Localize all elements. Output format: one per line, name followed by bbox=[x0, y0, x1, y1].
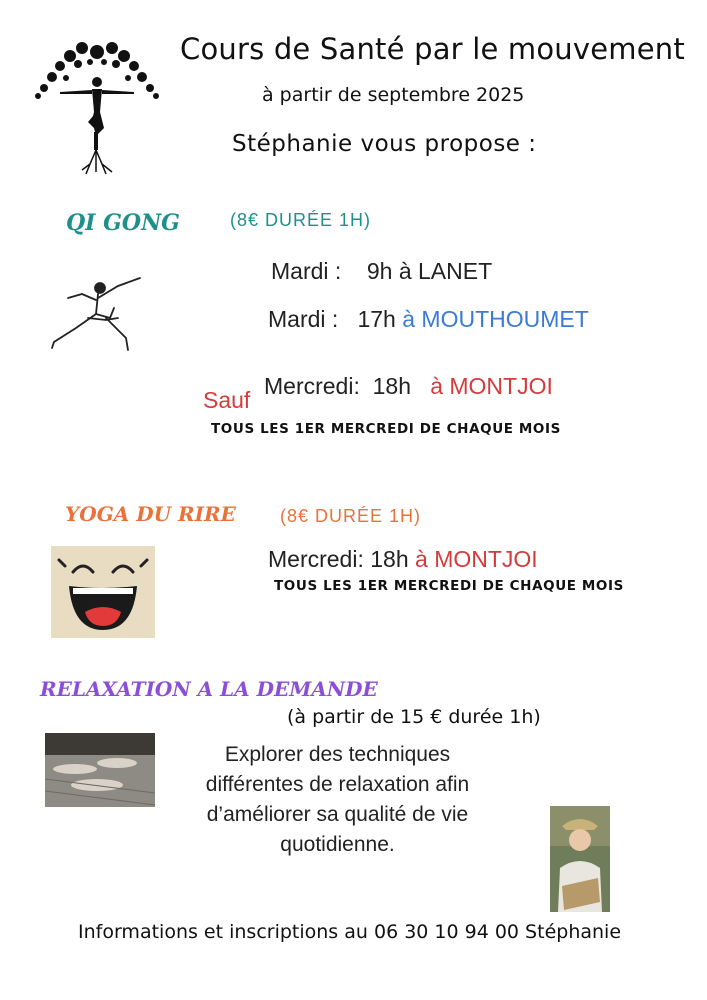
yoga-title: YOGA DU RIRE bbox=[65, 502, 236, 526]
qigong-schedule-2 bbox=[268, 306, 589, 333]
tai-chi-figure-icon bbox=[48, 258, 148, 353]
qigong-sauf-label: Sauf bbox=[203, 387, 251, 413]
page-title: Cours de Santé par le mouvement bbox=[180, 32, 685, 66]
qigong-schedule-1 bbox=[271, 258, 492, 285]
relaxation-price: (à partir de 15 € durée 1h) bbox=[287, 706, 541, 728]
yoga-tree-logo-icon bbox=[30, 32, 165, 177]
qigong-time-1: 9h à LANET bbox=[366, 258, 493, 284]
footer-contact: Informations et inscriptions au 06 30 10 94 00 Stéphanie bbox=[78, 921, 622, 943]
qigong-place-2: à MOUTHOUMET bbox=[402, 306, 589, 332]
qigong-day-2: Mardi : bbox=[268, 306, 339, 332]
qigong-time-3: 18h bbox=[372, 373, 412, 399]
yoga-price: (8€ DURÉE 1H) bbox=[280, 506, 422, 526]
qigong-day-3: Mercredi: bbox=[264, 373, 360, 399]
qigong-note: TOUS LES 1ER MERCREDI DE CHAQUE MOIS bbox=[211, 421, 561, 437]
laughing-face-icon bbox=[51, 546, 155, 638]
relaxation-photo bbox=[45, 733, 155, 807]
qigong-schedule-3 bbox=[264, 373, 553, 400]
yoga-day: Mercredi: bbox=[268, 546, 364, 572]
yoga-time: 18h bbox=[370, 546, 409, 572]
qigong-price: (8€ DURÉE 1H) bbox=[230, 210, 372, 230]
intro-text: Stéphanie vous propose : bbox=[232, 131, 537, 157]
qigong-day-1: Mardi : bbox=[271, 258, 342, 284]
qigong-place-3: à MONTJOI bbox=[430, 373, 553, 399]
yoga-place: à MONTJOI bbox=[415, 546, 538, 572]
qigong-title: QI GONG bbox=[66, 210, 180, 236]
yoga-note: TOUS LES 1ER MERCREDI DE CHAQUE MOIS bbox=[274, 578, 624, 594]
qigong-time-2: 17h bbox=[357, 306, 396, 332]
stephanie-portrait-photo bbox=[550, 806, 610, 912]
relaxation-description: Explorer des techniques différentes de relaxation afin d’améliorer sa qualité de vie quotidienne. bbox=[205, 743, 470, 856]
yoga-schedule bbox=[268, 546, 538, 573]
relaxation-title: RELAXATION A LA DEMANDE bbox=[40, 677, 378, 701]
page-subtitle: à partir de septembre 2025 bbox=[262, 84, 525, 106]
